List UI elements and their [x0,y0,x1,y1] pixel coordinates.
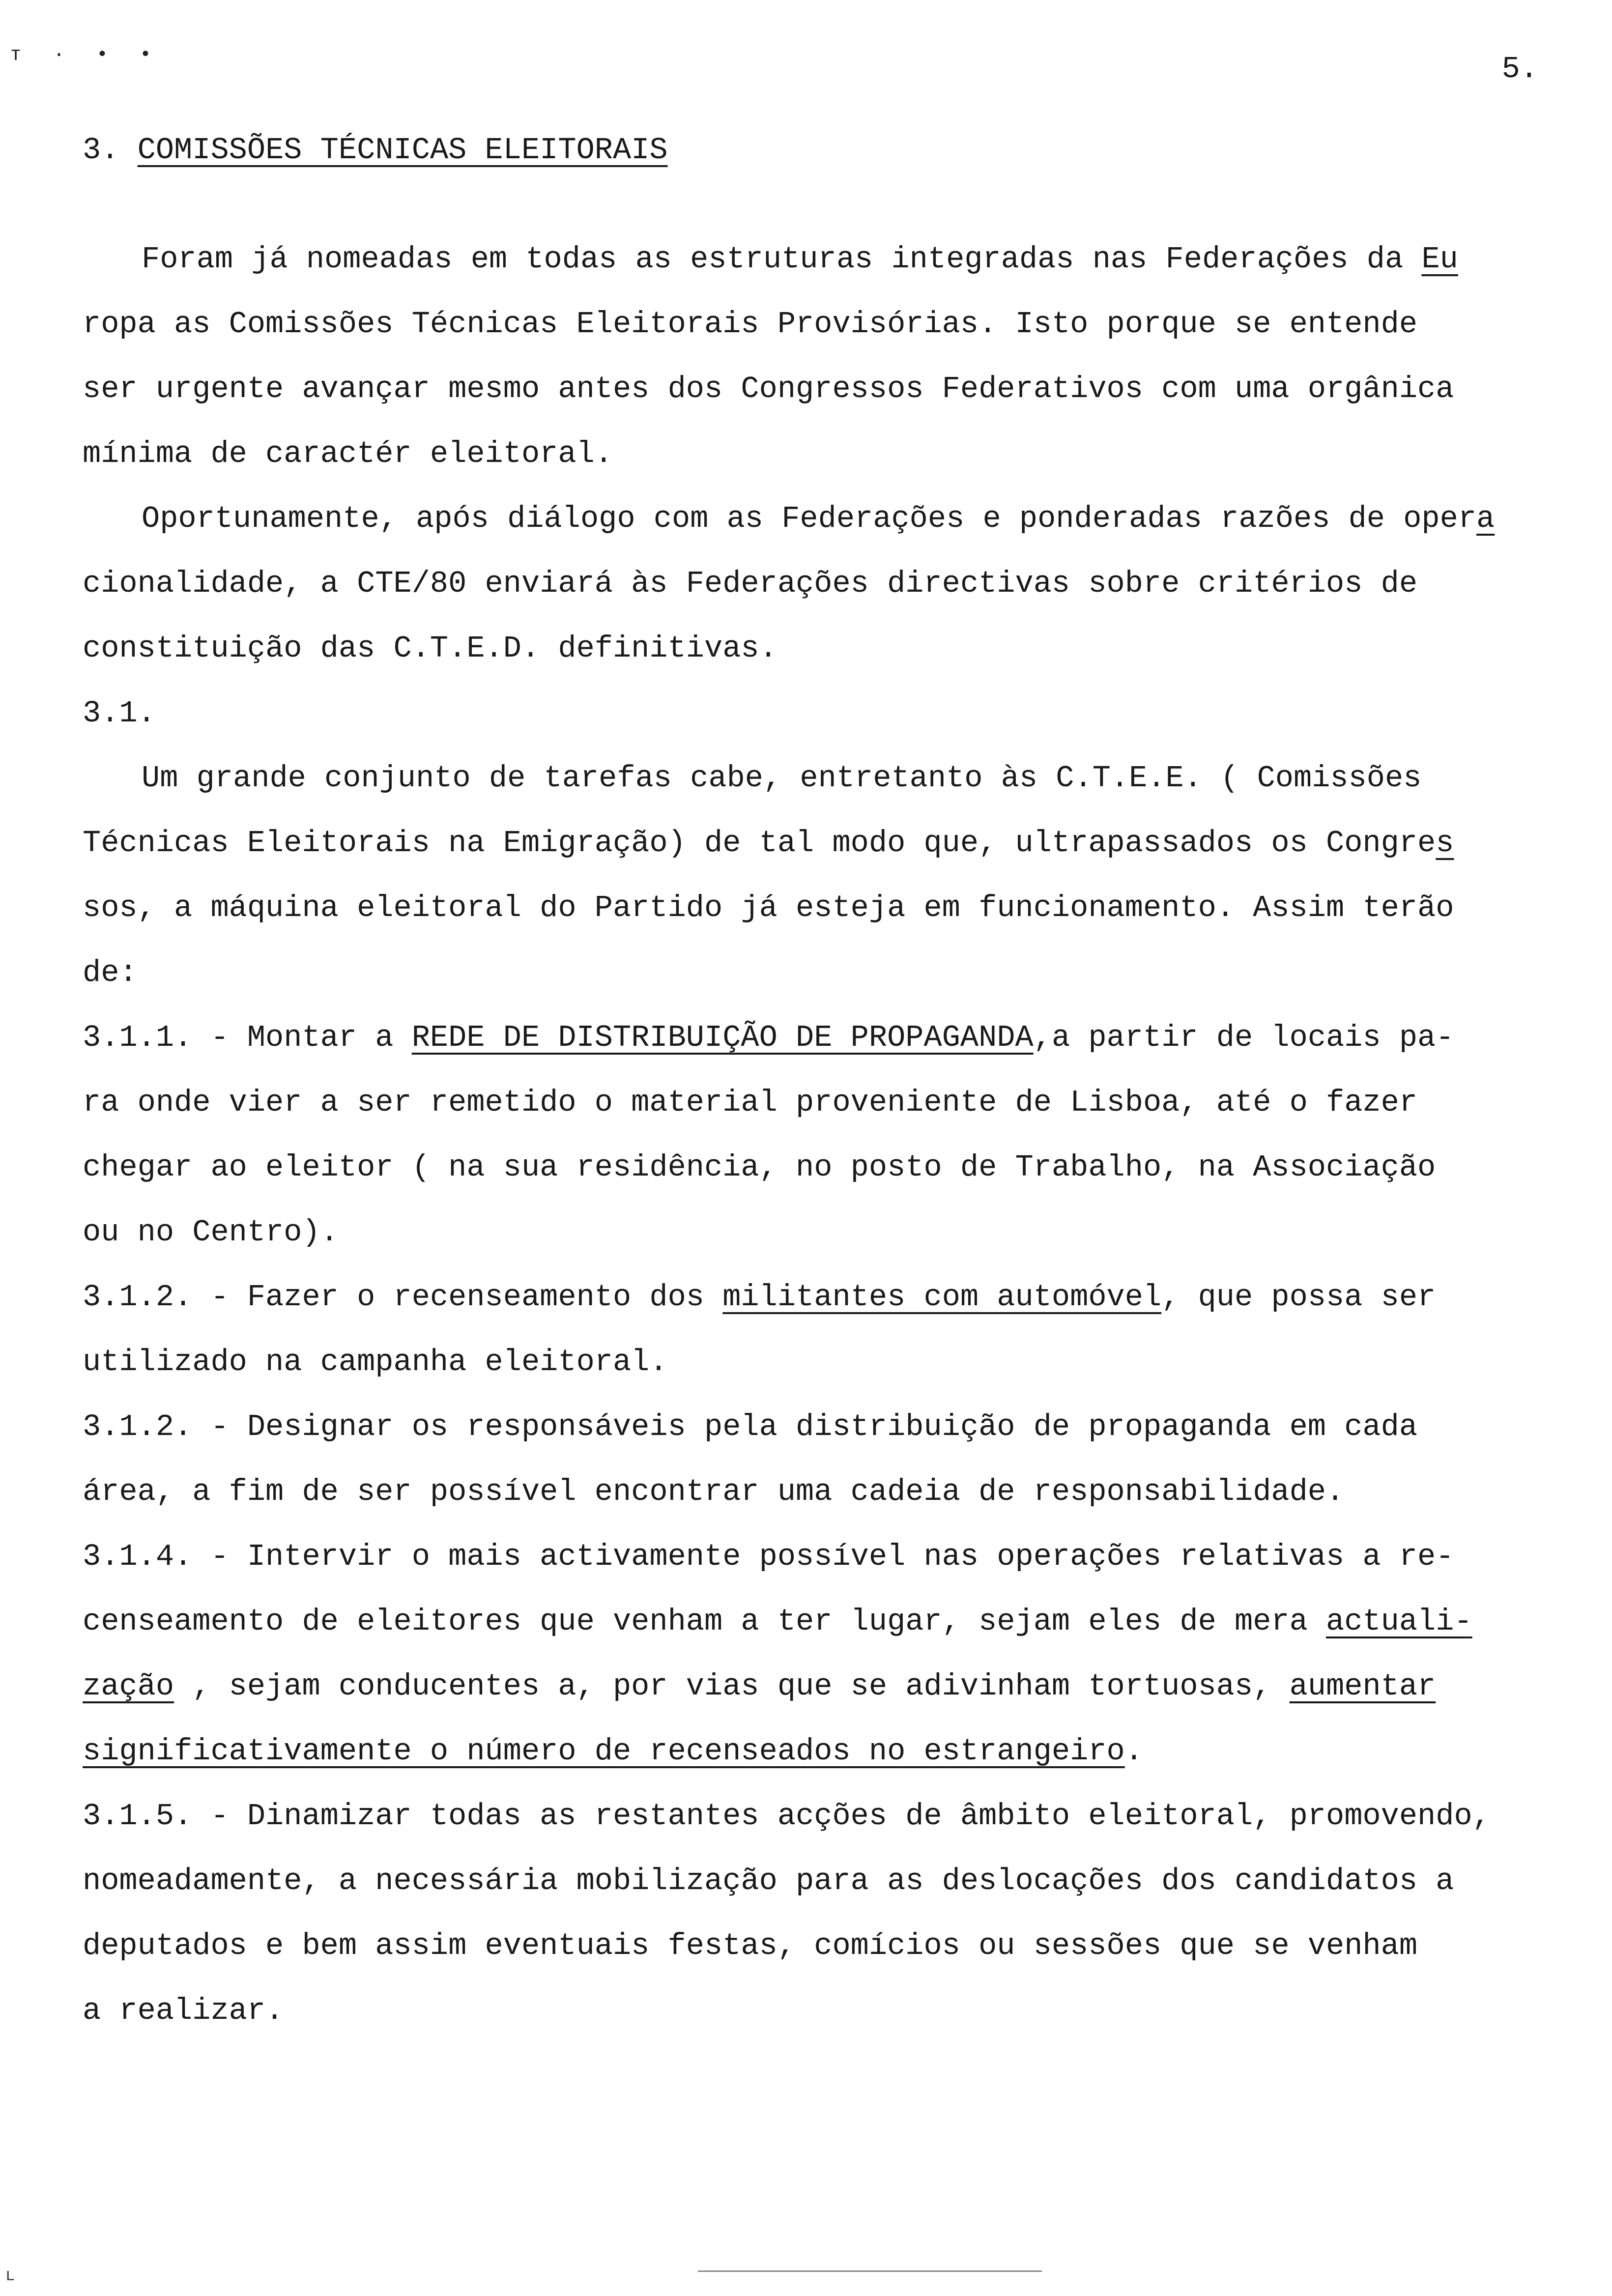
line-text: , sejam conducentes a, por vias que se adivinham tortuosas, [174,1669,1290,1704]
corner-mark: ʟ [5,2266,16,2286]
bottom-rule [698,2270,1042,2272]
line-text: a realizar. [83,1993,284,2028]
text-line [83,616,1562,681]
underlined-text: zação [83,1669,174,1704]
line-text: área, a fim de ser possível encontrar uma cadeia de responsabilidade. [83,1474,1345,1509]
text-line [83,551,1562,616]
paragraph-2 [83,487,1562,681]
text-line [83,1979,1562,2043]
line-text: 3.1.4. - Intervir o mais activamente possível nas operações relativas a re- [83,1539,1454,1574]
subsection-number: 3.1. [83,696,156,731]
line-text: . [1124,1734,1143,1769]
text-line [83,1460,1562,1524]
text-line [83,876,1562,941]
text-line [83,1330,1562,1395]
subsection-intro [83,746,1562,1005]
scan-marks: ᴛ · • • [10,44,162,66]
line-text: cionalidade, a CTE/80 enviará às Federações directivas sobre critérios de [83,566,1418,601]
section-heading [83,118,1562,183]
line-text: Técnicas Eleitorais na Emigração) de tal modo que, ultrapassados os Congre [83,826,1436,861]
line-text: ou no Centro). [83,1215,339,1250]
text-line [83,811,1562,876]
text-line [83,1849,1562,1914]
text-line [83,422,1562,487]
line-text: nomeadamente, a necessária mobilização para as deslocações dos candidatos a [83,1864,1454,1898]
line-text: Foram já nomeadas em todas as estruturas integradas nas Federações da [142,242,1422,277]
paragraph-1 [83,227,1562,487]
line-text: utilizado na campanha eleitoral. [83,1345,668,1379]
line-text: 3.1.1. - Montar a [83,1020,412,1055]
text-line [83,1135,1562,1200]
line-text: ,a partir de locais pa- [1033,1020,1454,1055]
list-item [83,1395,1562,1524]
section-number: 3. [83,133,119,168]
line-text: chegar ao eleitor ( na sua residência, no posto de Trabalho, na Associação [83,1150,1436,1185]
text-line [83,1200,1562,1265]
underlined-text: REDE DE DISTRIBUIÇÃO DE PROPAGANDA [411,1020,1034,1055]
text-line [83,941,1562,1005]
list-item [83,1005,1562,1265]
line-text: Um grande conjunto de tarefas cabe, entretanto às C.T.E.E. ( Comissões [142,761,1422,796]
text-line [83,1070,1562,1135]
text-line [83,1914,1562,1979]
page-number: 5. [1501,52,1538,86]
line-text: , que possa ser [1161,1280,1436,1315]
text-line [83,357,1562,422]
list-item [83,1784,1562,2043]
text-line [83,746,1562,811]
text-line [83,1784,1562,1849]
line-text: ropa as Comissões Técnicas Eleitorais Provisórias. Isto porque se entende [83,307,1418,342]
line-text: constituição das C.T.E.D. definitivas. [83,631,777,666]
text-line [83,1719,1562,1784]
underlined-text: s [1436,826,1454,861]
underlined-text: a [1476,501,1495,536]
text-line [83,1395,1562,1460]
text-line [83,487,1562,551]
underlined-text: Eu [1421,242,1458,277]
line-text: Oportunamente, após diálogo com as Federações e ponderadas razões de oper [142,501,1477,536]
line-text: 3.1.2. - Designar os responsáveis pela distribuição de propaganda em cada [83,1409,1418,1444]
underlined-text: aumentar [1289,1669,1436,1704]
line-text: deputados e bem assim eventuais festas, comícios ou sessões que se venham [83,1928,1418,1963]
list-item [83,1524,1562,1784]
line-text: 3.1.2. - Fazer o recenseamento dos [83,1280,723,1315]
section-title: COMISSÕES TÉCNICAS ELEITORAIS [137,133,668,168]
text-line [83,1589,1562,1654]
underlined-text: actuali- [1326,1604,1472,1639]
item-list [83,1005,1562,2043]
line-text: mínima de caractér eleitoral. [83,436,613,471]
line-text: ser urgente avançar mesmo antes dos Congressos Federativos com uma orgânica [83,372,1454,406]
underlined-text: militantes com automóvel [722,1280,1162,1315]
document-body [83,118,1562,2043]
text-line [83,1654,1562,1719]
line-text: censeamento de eleitores que venham a ter lugar, sejam eles de mera [83,1604,1326,1639]
text-line [83,292,1562,357]
line-text: 3.1.5. - Dinamizar todas as restantes acções de âmbito eleitoral, promovendo, [83,1799,1491,1834]
list-item [83,1265,1562,1395]
text-line [83,1005,1562,1070]
text-line [83,1265,1562,1330]
text-line [83,1524,1562,1589]
line-text: sos, a máquina eleitoral do Partido já esteja em funcionamento. Assim terão [83,890,1454,925]
text-line [83,227,1562,292]
line-text: de: [83,955,138,990]
underlined-text: significativamente o número de recenseados no estrangeiro [83,1734,1125,1769]
line-text: ra onde vier a ser remetido o material proveniente de Lisboa, até o fazer [83,1085,1418,1120]
